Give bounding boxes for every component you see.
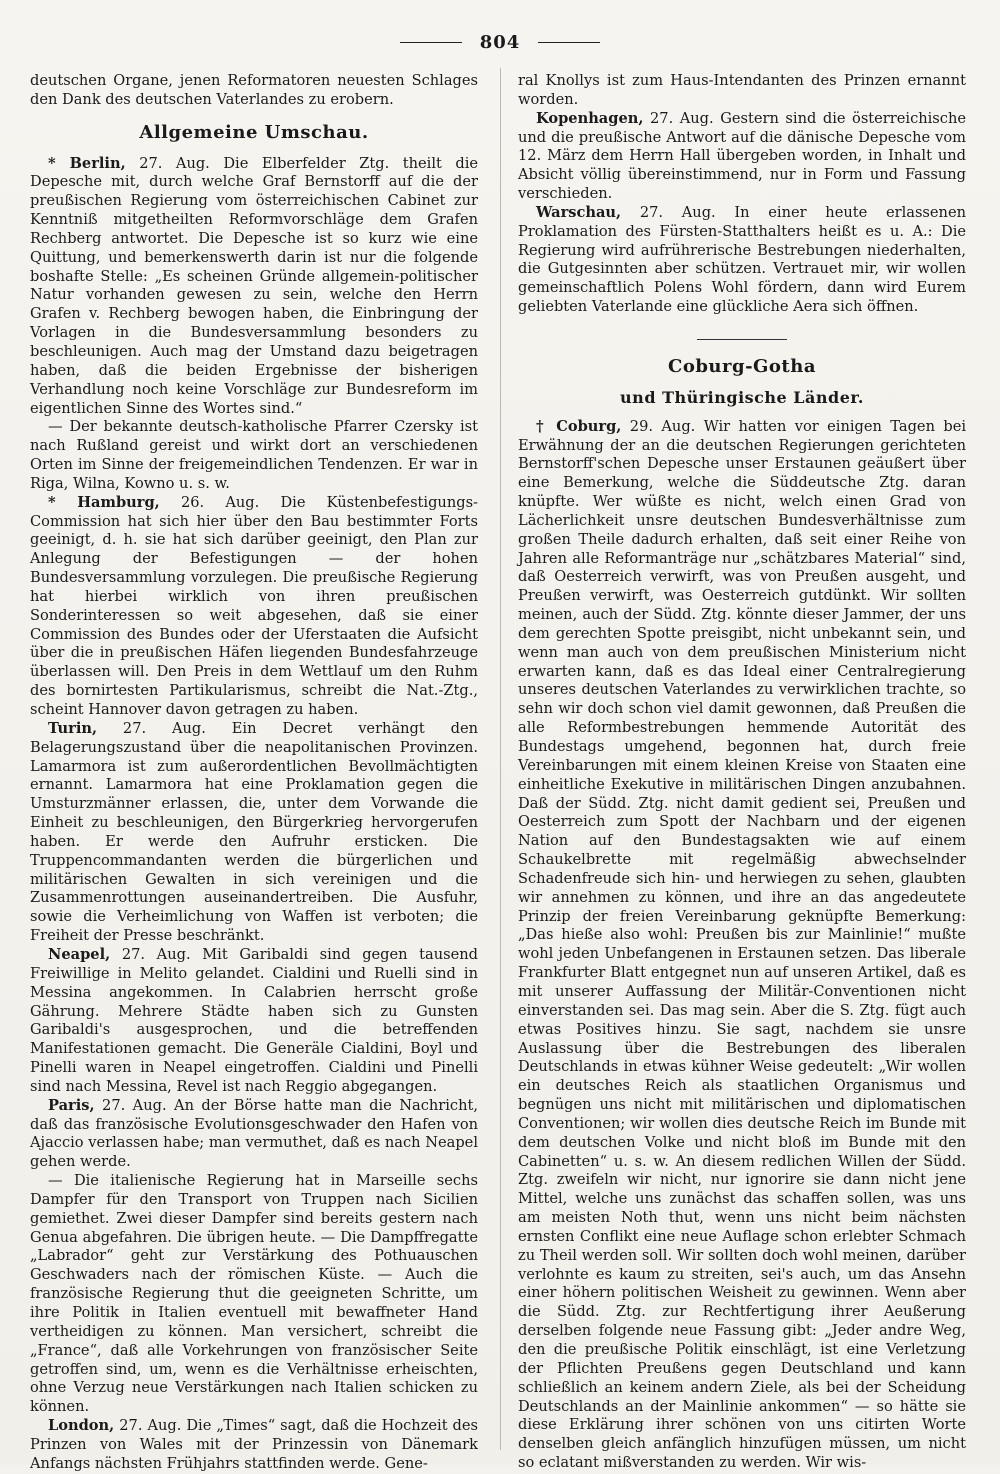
article-turin: [30, 720, 478, 946]
article-kopenhagen: [518, 110, 966, 204]
page-number: 804: [479, 31, 521, 53]
article-paris-text: 27. Aug. An der Börse hatte man die Nachricht, daß das französische Evolutionsgeschwader den Hafen von Ajaccio verlassen habe; man vermuthet, daß es nach Neapel gehen werde.: [30, 1096, 479, 1171]
left-column: [30, 72, 479, 1472]
section-title-allgemeine-umschau: Allgemeine Umschau.: [139, 121, 369, 143]
article-warschau: [518, 204, 966, 317]
section-subtitle-thueringische-laender: und Thüringische Länder.: [620, 387, 864, 407]
article-coburg-text: 29. Aug. Wir hatten vor einigen Tagen bei Erwähnung der an die deutschen Regierungen gerichteten Bernstorff'schen Depesche unser Erstaunen geäußert über eine Bemerkung, welche die Süddeutsche Ztg. daran knüpfte. Wer wüßte es nicht, welch einen Grad von Lächerlichkeit unsre deutschen Bundesverhältnisse zum großen Theile dadurch erhalten, daß seit einer Reihe von Jahren alle Reformanträge nur „schätzbares Material“ sind, daß Oesterreich verwirft, was von Preußen ausgeht, und Preußen verwirft, was Oesterreich gutdünkt. Wir sollten meinen, auch der Südd. Ztg. könnte dieser Jammer, der uns dem gerechten Spotte preisgibt, nicht unbekannt sein, und wenn man auch von dem preußischen Ministerium nicht erwarten kann, daß es das Ideal einer Centralregierung unseres deutschen Vaterlandes zu verwirklichen trachte, so sehn wir doch schon viel damit gewonnen, daß Preußen die alle Reformbestrebungen hemmende Autorität des Bundestags umgehend, begonnen hat, durch freie Vereinbarungen mit einem kleinen Kreise von Staaten eine einheitliche Exekutive in militärischen Dingen anzubahnen. Daß der Südd. Ztg. nicht damit gedient sei, Preußen und Oesterreich zum Spott der Nachbarn und der eigenen Nation auf den Bundestagsakten wie auf einem Schaukelbrette mit regelmäßig abwechselnder Schadenfreude sich hin- und herwiegen zu sehen, glaubten wir annehmen zu können, und ihre an das angedeutete Prinzip der freien Vereinbarung geknüpfte Bemerkung: „Das hieße also wohl: Preußen bis zur Mainlinie!“ mußte wohl jeden Unbefangenen in Erstaunen setzen. Das liberale Frankfurter Blatt entgegnet nun auf unseren Artikel, daß es mit unserer Auffassung der Militär-Conventionen nicht einverstanden sei. Das mag sein. Aber die S. Ztg. fügt auch etwas Positives hinzu. Sie sagt, nachdem sie unsre Auslassung über die Bestrebungen des liberalen Deutschlands in etwas kühner Weise gedeutelt: „Wir wollen ein deutsches Reich als staatlichen Organismus und begnügen uns nicht mit militärischen und diplomatischen Conventionen; wir wollen dies deutsche Reich im Bunde mit dem deutschen Volke und nicht bloß im Bunde mit den Cabinetten“ u. s. w. An diesem redlichen Willen der Südd. Ztg. zweifeln wir nicht, nur ignorire sie dann nicht jene Mittel, welche uns zunächst das schaffen sollen, was uns am meisten Noth thut, wenn uns nicht beim nächsten ernsten Conflikt eine neue Auflage schon erlebter Schmach zu Theil werden soll. Wir sollten doch wohl meinen, darüber verlohnte es kaum zu streiten, sei's auch, um das Ansehn einer höhern politischen Weisheit zu gewinnen. Wenn aber die Südd. Ztg. zur Rechtfertigung ihrer Aeußerung derselben folgende neue Fassung gibt: „Jeder andre Weg, den die preußische Politik einschlägt, ist eine Verletzung der Pflichten Preußens gegen Deutschland und kann schließlich an keinem andern Ziele, als bei der Scheidung Deutschlands an der Mainlinie ankommen“ — so hätte sie diese Erklärung ihrer schönen von uns citirten Worte denselben gleich anfänglich hinzufügen müssen, um nicht so eclatant mißverstanden zu werden. Wir wis-: [518, 417, 967, 1472]
article-neapel-text: 27. Aug. Mit Garibaldi sind gegen tausend Freiwillige in Melito gelandet. Cialdini und Ruelli sind in Messina angekommen. In Calabrien herrscht große Gährung. Mehrere Städte haben sich zu Gunsten Garibaldi's ausgesprochen, und die betreffenden Manifestationen gemacht. Die Generäle Cialdini, Boyl und Pinelli waren in Neapel eingetroffen. Cialdini und Pinelli sind nach Messina, Revel ist nach Reggio abgegangen.: [30, 945, 479, 1095]
dateline-berlin: * Berlin,: [48, 154, 126, 172]
column-divider: [500, 68, 501, 1450]
header-rule-left: [400, 42, 462, 43]
page-header: [0, 28, 1000, 56]
section-title-coburg-gotha: Coburg-Gotha: [668, 355, 816, 377]
header-rule-right: [538, 42, 600, 43]
article-warschau-text: 27. Aug. In einer heute erlassenen Proklamation des Fürsten-Statthalters heißt es u. A.: Die Regierung wird aufrührerische Bestrebungen niederhalten, die Gutgesinnten aber schützen. Vertrauet mir, wir wollen gemeinschaftlich Polens Wohl fördern, dann wird Eurem geliebten Vaterlande eine glückliche Aera sich öffnen.: [518, 203, 966, 316]
right-column: [518, 72, 967, 1472]
intro-paragraph: deutschen Organe, jenen Reformatoren neuesten Schlages den Dank des deutschen Vaterlandes zu erobern.: [30, 72, 478, 108]
article-berlin-text: 27. Aug. Die Elberfelder Ztg. theilt die Depesche mit, durch welche Graf Bernstorff auf die der preußischen Regierung vom österreichischen Cabinet zur Kenntniß mitgetheilten Reformvorschläge dem Grafen Rechberg antwortet. Die Depesche ist so kurz wie eine Quittung, und bemerkenswerth darin ist nur die folgende boshafte Stelle: „Es scheinen Gründe allgemein-politischer Natur vorhanden gewesen zu sein, welche den Herrn Grafen v. Rechberg bewogen haben, die Einbringung der Vorlagen in die Bundesversammlung besonders zu beschleunigen. Auch mag der Umstand dazu beigetragen haben, daß die beiden Ergebnisse der bisherigen Verhandlung noch keine Vorschläge zur Bundesreform im eigentlichen Sinne des Wortes sind.“: [30, 154, 478, 417]
continuation-paragraph: ral Knollys ist zum Haus-Intendanten des Prinzen ernannt worden.: [518, 72, 966, 108]
article-italian-government: — Die italienische Regierung hat in Marseille sechs Dampfer für den Transport von Truppen nach Sicilien gemiethet. Zwei dieser Dampfer sind bereits gestern nach Genua abgefahren. Die übrigen heute. — Die Dampffregatte „Labrador“ geht zur Verstärkung des Pothuauschen Geschwaders nach der römischen Küste. — Auch die französische Regierung thut die geeigneten Schritte, um ihre Politik in Italien eventuell mit bewaffneter Hand vertheidigen zu können. Man versichert, schreibt die „France“, daß alle Vorkehrungen von französischer Seite getroffen sind, um, wenn es die Verhältnisse erheischten, ohne Verzug neue Verstärkungen nach Italien schicken zu können.: [30, 1172, 478, 1416]
article-paris: [30, 1097, 478, 1172]
dateline-coburg: † Coburg,: [536, 417, 622, 435]
article-czersky: — Der bekannte deutsch-katholische Pfarrer Czersky ist nach Rußland gereist und wirkt dort an verschiedenen Orten im Sinne der freigemeindlichen Tendenzen. Er war in Riga, Wilna, Kowno u. s. w.: [30, 418, 478, 492]
article-london: [30, 1417, 478, 1474]
dateline-turin: Turin,: [48, 719, 98, 737]
article-kopenhagen-text: 27. Aug. Gestern sind die österreichische und die preußische Antwort auf die dänische Depesche vom 12. März dem Herrn Hall übergeben worden, in Inhalt und Absicht völlig übereinstimmend, nur in Form und Fassung verschieden.: [518, 109, 967, 203]
dateline-warschau: Warschau,: [536, 203, 622, 221]
section-separator-rule: [697, 339, 787, 340]
dateline-paris: Paris,: [48, 1096, 95, 1114]
dateline-london: London,: [48, 1417, 115, 1435]
dateline-neapel: Neapel,: [48, 945, 111, 963]
article-turin-text: 27. Aug. Ein Decret verhängt den Belagerungszustand über die neapolitanischen Provinzen. Lamarmora ist zum außerordentlichen Bevollmächtigten ernannt. Lamarmora hat eine Proklamation gegen die Umsturzmänner erlassen, die, unter dem Vorwande die Einheit zu beschleunigen, den Bürgerkrieg hervorgerufen haben. Er werde den Aufruhr ersticken. Die Truppencommandanten werden die bürgerlichen und militärischen Gewalten in sich vereinigen und die Zusammenrottungen auseinandertreiben. Die Ausfuhr, sowie die Verheimlichung von Waffen ist verboten; die Freiheit der Presse beschränkt.: [30, 719, 478, 945]
dateline-hamburg: * Hamburg,: [48, 493, 160, 511]
article-coburg: [518, 418, 966, 1473]
article-berlin: [30, 155, 478, 419]
dateline-kopenhagen: Kopenhagen,: [536, 109, 644, 127]
article-london-text: 27. Aug. Die „Times“ sagt, daß die Hochzeit des Prinzen von Wales mit der Prinzessin von Dänemark Anfangs nächsten Frühjahrs stattfinden werde. Gene-: [30, 1417, 479, 1472]
article-neapel: [30, 946, 478, 1097]
article-hamburg: [30, 494, 478, 720]
article-hamburg-text: 26. Aug. Die Küstenbefestigungs-Commission hat sich hier über den Bau bestimmter Forts geeinigt, d. h. sie hat sich darüber geeinigt, den Plan zur Anlegung der Befestigungen — der hohen Bundesversammlung vorzulegen. Die preußische Regierung hat hierbei wirklich von ihren preußischen Sonderinteressen so weit abgesehen, daß sie einer Commission des Bundes oder der Uferstaaten die Aufsicht über die in preußischen Häfen liegenden Bundesfahrzeuge überlassen will. Den Preis in dem Wettlauf um den Ruhm des bornirtesten Partikularismus, schreibt die Nat.-Ztg., scheint Hannover davon getragen zu haben.: [30, 493, 478, 718]
